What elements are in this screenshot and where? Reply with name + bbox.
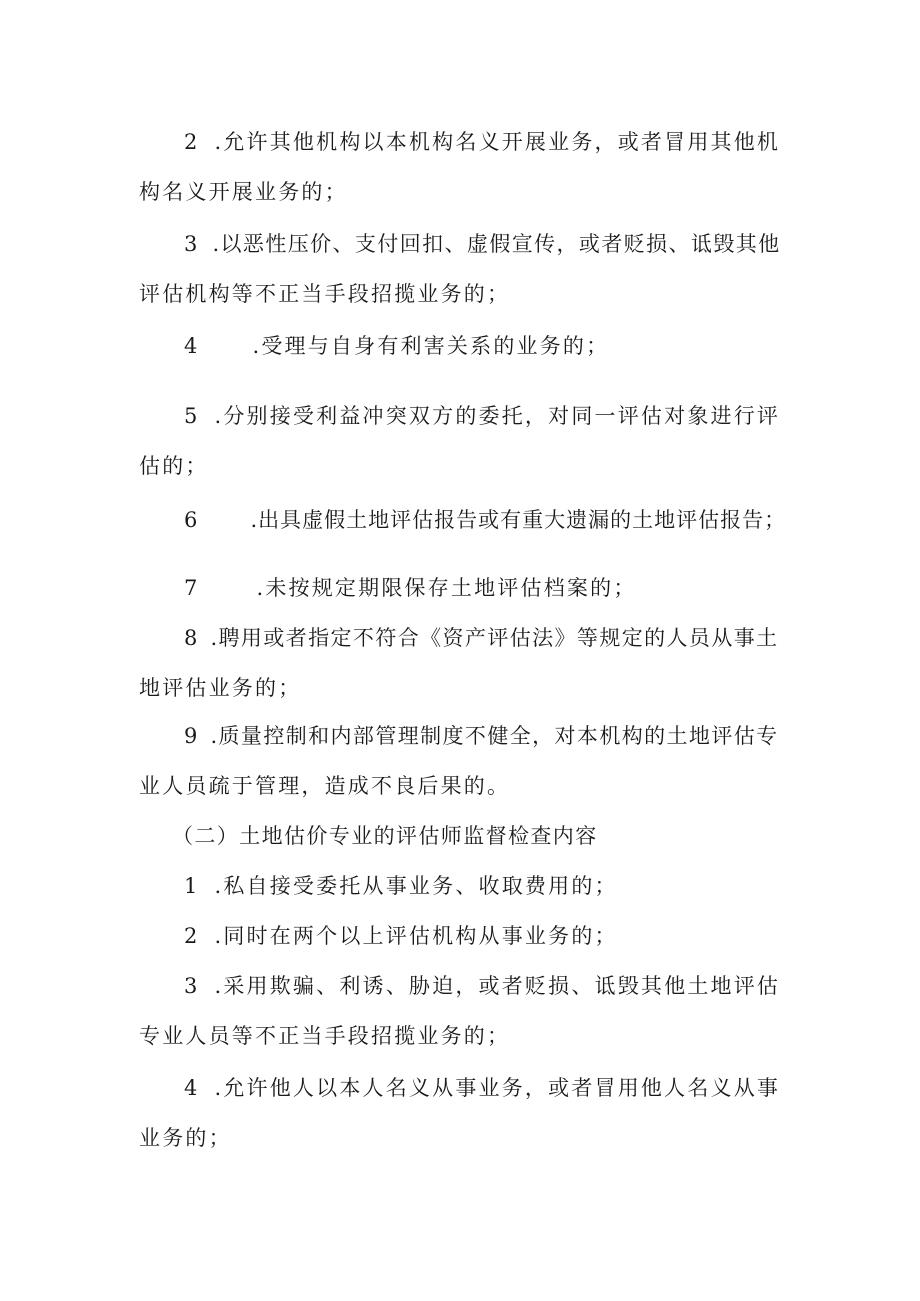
item-7-line-1: 7 .未按规定期限保存土地评估档案的； (184, 576, 637, 600)
item-number: 4 (184, 334, 200, 358)
item-number: 2 (184, 924, 200, 948)
item2-3-line-1: 3 .采用欺骗、利诱、胁迫，或者贬损、诋毁其他土地评估 (184, 974, 781, 998)
item-5-line-2: 估的； (139, 454, 209, 478)
item-number: 9 (184, 724, 200, 748)
item-9-line-2: 业人员疏于管理，造成不良后果的。 (139, 774, 511, 798)
item-3-line-1: 3 .以恶性压价、支付回扣、虚假宣传，或者贬损、诋毁其他 (184, 232, 781, 256)
item-number: 5 (184, 404, 200, 428)
item-number: 7 (184, 576, 200, 600)
item2-1-line-1: 1 .私自接受委托从事业务、收取费用的； (184, 874, 618, 898)
item2-2-line-1: 2 .同时在两个以上评估机构从事业务的； (184, 924, 618, 948)
item-8-line-1: 8 .聘用或者指定不符合《资产评估法》等规定的人员从事土 (184, 626, 779, 650)
item-6-line-1: 6 .出具虚假土地评估报告或有重大遗漏的土地评估报告； (184, 508, 787, 532)
item-9-line-1: 9 .质量控制和内部管理制度不健全，对本机构的土地评估专 (184, 724, 779, 748)
item-5-line-1: 5 .分别接受利益冲突双方的委托，对同一评估对象进行评 (184, 404, 781, 428)
section-heading: （二）土地估价专业的评估师监督检查内容 (172, 824, 598, 848)
item2-4-line-1: 4 .允许他人以本人名义从事业务，或者冒用他人名义从事 (184, 1076, 781, 1100)
item-number: 4 (184, 1076, 200, 1100)
item-3-line-2: 评估机构等不正当手段招揽业务的； (139, 282, 511, 306)
item2-4-line-2: 业务的； (139, 1126, 232, 1150)
item-number: 8 (184, 626, 200, 650)
item-number: 1 (184, 874, 200, 898)
item-8-line-2: 地评估业务的； (139, 676, 302, 700)
item2-3-line-2: 专业人员等不正当手段招揽业务的； (139, 1024, 511, 1048)
item-number: 6 (184, 508, 200, 532)
item-number: 2 (184, 130, 200, 154)
item-2-line-2: 构名义开展业务的； (139, 180, 348, 204)
item-2-line-1: 2 .允许其他机构以本机构名义开展业务，或者冒用其他机 (184, 130, 781, 154)
item-number: 3 (184, 232, 200, 256)
item-4-line-1: 4 .受理与自身有利害关系的业务的； (184, 334, 610, 358)
item-number: 3 (184, 974, 200, 998)
